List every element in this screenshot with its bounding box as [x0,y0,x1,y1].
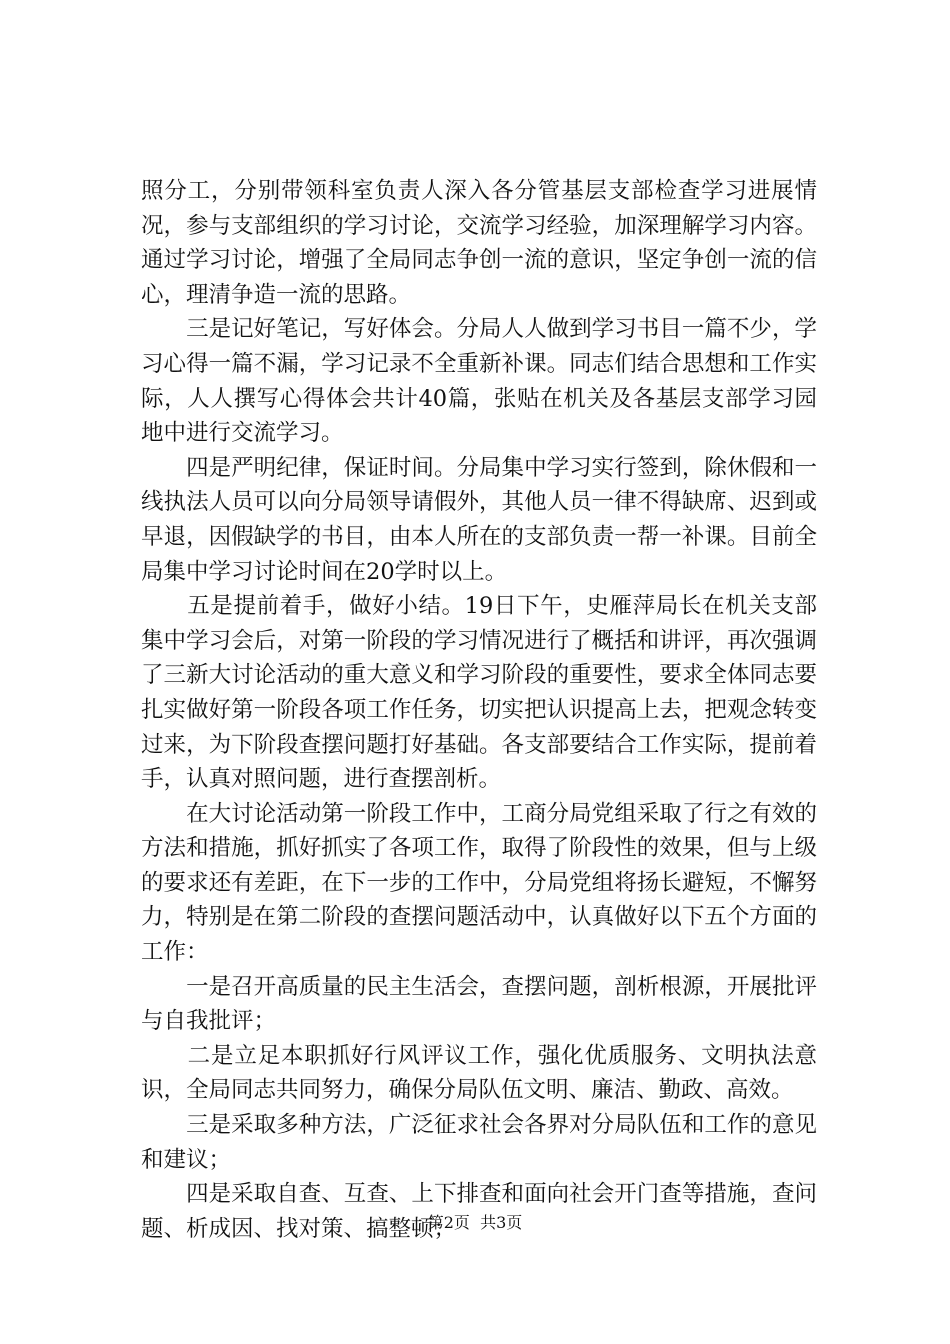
paragraph: 五是提前着手，做好小结。19日下午，史雁萍局长在机关支部集中学习会后，对第一阶段的学习情况进行了概括和讲评，再次强调了三新大讨论活动的重大意义和学习阶段的重要性，要求全体同志要扎实做好第一阶段各项工作任务，切实把认识提高上去，把观念转变过来，为下阶段查摆问题打好基础。各支部要结合工作实际，提前着手，认真对照问题，进行查摆剖析。 [141,593,817,793]
paragraph: 四是严明纪律，保证时间。分局集中学习实行签到，除休假和一线执法人员可以向分局领导请假外，其他人员一律不得缺席、迟到或早退，因假缺学的书目，由本人所在的支部负责一帮一补课。目前全局集中学习讨论时间在20学时以上。 [141,454,817,585]
paragraph: 四是采取自查、互查、上下排查和面向社会开门查等措施，查问题、析成因、找对策、搞整顿； [141,1181,817,1242]
paragraph: 二是立足本职抓好行风评议工作，强化优质服务、文明执法意识，全局同志共同努力，确保分局队伍文明、廉洁、勤政、高效。 [141,1042,817,1104]
paragraph: 在大讨论活动第一阶段工作中，工商分局党组采取了行之有效的方法和措施，抓好抓实了各项工作，取得了阶段性的效果，但与上级的要求还有差距，在下一步的工作中，分局党组将扬长避短，不懈努力，特别是在第二阶段的查摆问题活动中，认真做好以下五个方面的工作： [141,800,817,966]
paragraph: 照分工，分别带领科室负责人深入各分管基层支部检查学习进展情况，参与支部组织的学习讨论，交流学习经验，加深理解学习内容。通过学习讨论，增强了全局同志争创一流的意识，坚定争创一流的信心，理清争造一流的思路。 [141,178,817,308]
paragraph: 三是采取多种方法，广泛征求社会各界对分局队伍和工作的意见和建议； [141,1112,817,1173]
paragraph: 三是记好笔记，写好体会。分局人人做到学习书目一篇不少，学习心得一篇不漏，学习记录不全重新补课。同志们结合思想和工作实际，人人撰写心得体会共计40篇，张贴在机关及各基层支部学习园地中进行交流学习。 [141,316,817,447]
paragraph: 一是召开高质量的民主生活会，查摆问题，剖析根源，开展批评与自我批评； [141,973,817,1035]
document-body [141,174,817,1246]
page-footer: 第2页 共3页 [427,1213,523,1232]
